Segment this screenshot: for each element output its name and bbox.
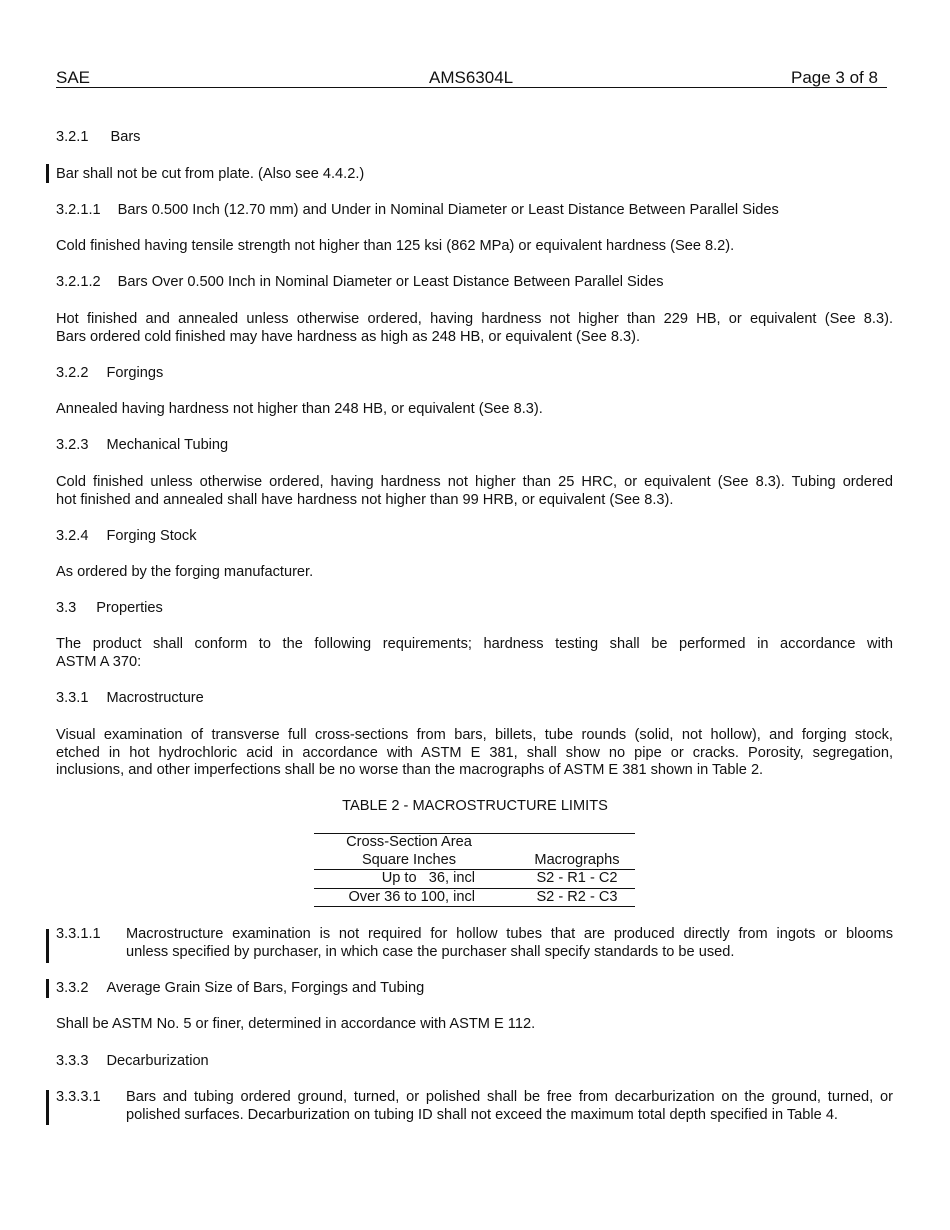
paragraph-line: Visual examination of transverse full cross-sections from bars, billets, tube rounds (solid, not hollow), and forging stock, [56,727,893,743]
table-2-macrostructure-limits [314,833,635,907]
section-number: 3.2.1.1 [56,202,101,218]
section-number: 3.2.1.2 [56,274,101,290]
section-3-3-2-body: Shall be ASTM No. 5 or finer, determined in accordance with ASTM E 112. [56,1016,536,1032]
section-3-2-1-heading [56,129,140,146]
table-row [314,870,635,889]
section-3-3-1-heading [56,690,204,707]
section-number: 3.2.2 [56,365,89,381]
section-3-2-4-body: As ordered by the forging manufacturer. [56,564,314,580]
section-title: Forging Stock [106,528,197,544]
cell-macro: S2 - R1 - C2 [536,870,618,886]
section-3-2-3-body [56,474,893,509]
cell-macro: S2 - R2 - C3 [536,888,618,905]
paragraph-line: etched in hot hydrochloric acid in accordance with ASTM E 381, shall show no pipe or cracks. Porosity, segregation, [56,744,893,761]
header-page-number: Page 3 of 8 [791,68,878,87]
section-3-2-1-1-heading [56,202,779,219]
section-number: 3.3 [56,600,77,616]
section-3-3-2-heading [56,980,424,997]
col-header-area: Cross-Section Area [346,834,472,850]
section-title: Forgings [106,365,164,381]
section-3-3-1-1-number: 3.3.1.1 [56,926,101,942]
section-3-3-3-1-number: 3.3.3.1 [56,1089,101,1105]
paragraph-line: Macrostructure examination is not required for hollow tubes that are produced directly from ingots or blooms [126,926,893,942]
paragraph-line: Bars and tubing ordered ground, turned, or polished shall be free from decarburization on the ground, turned, or [126,1089,893,1105]
section-number: 3.3.1 [56,690,89,706]
section-title: Bars 0.500 Inch (12.70 mm) and Under in Nominal Diameter or Least Distance Between Parallel Sides [117,202,779,218]
section-3-2-1-2-body [56,311,893,346]
section-title: Mechanical Tubing [106,437,229,453]
section-title: Decarburization [106,1053,209,1069]
section-3-2-4-heading [56,528,197,545]
section-3-2-1-1-body: Cold finished having tensile strength not higher than 125 ksi (862 MPa) or equivalent hardness (See 8.2). [56,238,735,254]
section-title: Properties [96,600,163,616]
paragraph-line: ASTM A 370: [56,653,142,670]
section-3-3-3-heading [56,1053,209,1070]
col-header-units: Square Inches [361,851,457,868]
section-3-2-2-heading [56,365,163,382]
revision-bar [46,164,49,183]
section-3-3-1-body [56,727,893,780]
col-header-macrographs: Macrographs [534,851,620,868]
header-left: SAE [56,68,91,87]
section-title: Bars Over 0.500 Inch in Nominal Diameter or Least Distance Between Parallel Sides [117,274,664,290]
paragraph-line: The product shall conform to the following requirements; hardness testing shall be performed in accordance with [56,636,893,652]
section-3-3-1-1-body [126,926,893,961]
section-number: 3.3.3 [56,1053,89,1069]
paragraph-line: hot finished and annealed shall have hardness not higher than 99 HRB, or equivalent (See 8.3). [56,491,674,508]
paragraph-line: inclusions, and other imperfections shall be no worse than the macrographs of ASTM E 381 shown in Table 2. [56,762,764,778]
cell-area: Over 36 to 100, incl [348,888,475,905]
section-number: 3.3.2 [56,980,89,996]
header-doc-number: AMS6304L [429,68,514,87]
revision-bar [46,929,49,963]
section-title: Average Grain Size of Bars, Forgings and Tubing [106,980,425,996]
paragraph-line: unless specified by purchaser, in which case the purchaser shall specify standards to be used. [126,943,735,960]
section-number: 3.2.4 [56,528,89,544]
section-3-3-heading [56,600,163,617]
section-3-3-body [56,636,893,671]
table-2-title: TABLE 2 - MACROSTRUCTURE LIMITS [342,798,608,814]
paragraph-line: Bars ordered cold finished may have hardness as high as 248 HB, or equivalent (See 8.3). [56,328,641,345]
table-row [314,888,635,907]
section-number: 3.2.3 [56,437,89,453]
paragraph-line: Hot finished and annealed unless otherwise ordered, having hardness not higher than 229 HB, or equivalent (See 8.3). [56,311,893,327]
section-title: Macrostructure [106,690,204,706]
section-3-2-3-heading [56,437,228,454]
section-3-2-1-2-heading [56,274,664,291]
revision-bar [46,979,49,998]
paragraph-line: Cold finished unless otherwise ordered, having hardness not higher than 25 HRC, or equivalent (See 8.3). Tubing ordered [56,474,893,490]
paragraph-line: polished surfaces. Decarburization on tubing ID shall not exceed the maximum total depth specified in Table 4. [126,1106,838,1123]
section-3-2-2-body: Annealed having hardness not higher than 248 HB, or equivalent (See 8.3). [56,401,543,417]
cell-area: Up to 36, incl [381,870,475,886]
section-title: Bars [110,129,141,145]
revision-bar [46,1090,49,1125]
header-rule [56,87,887,88]
section-3-2-1-body: Bar shall not be cut from plate. (Also see 4.4.2.) [56,166,365,182]
section-number: 3.2.1 [56,129,89,145]
section-3-3-3-1-body [126,1089,893,1124]
